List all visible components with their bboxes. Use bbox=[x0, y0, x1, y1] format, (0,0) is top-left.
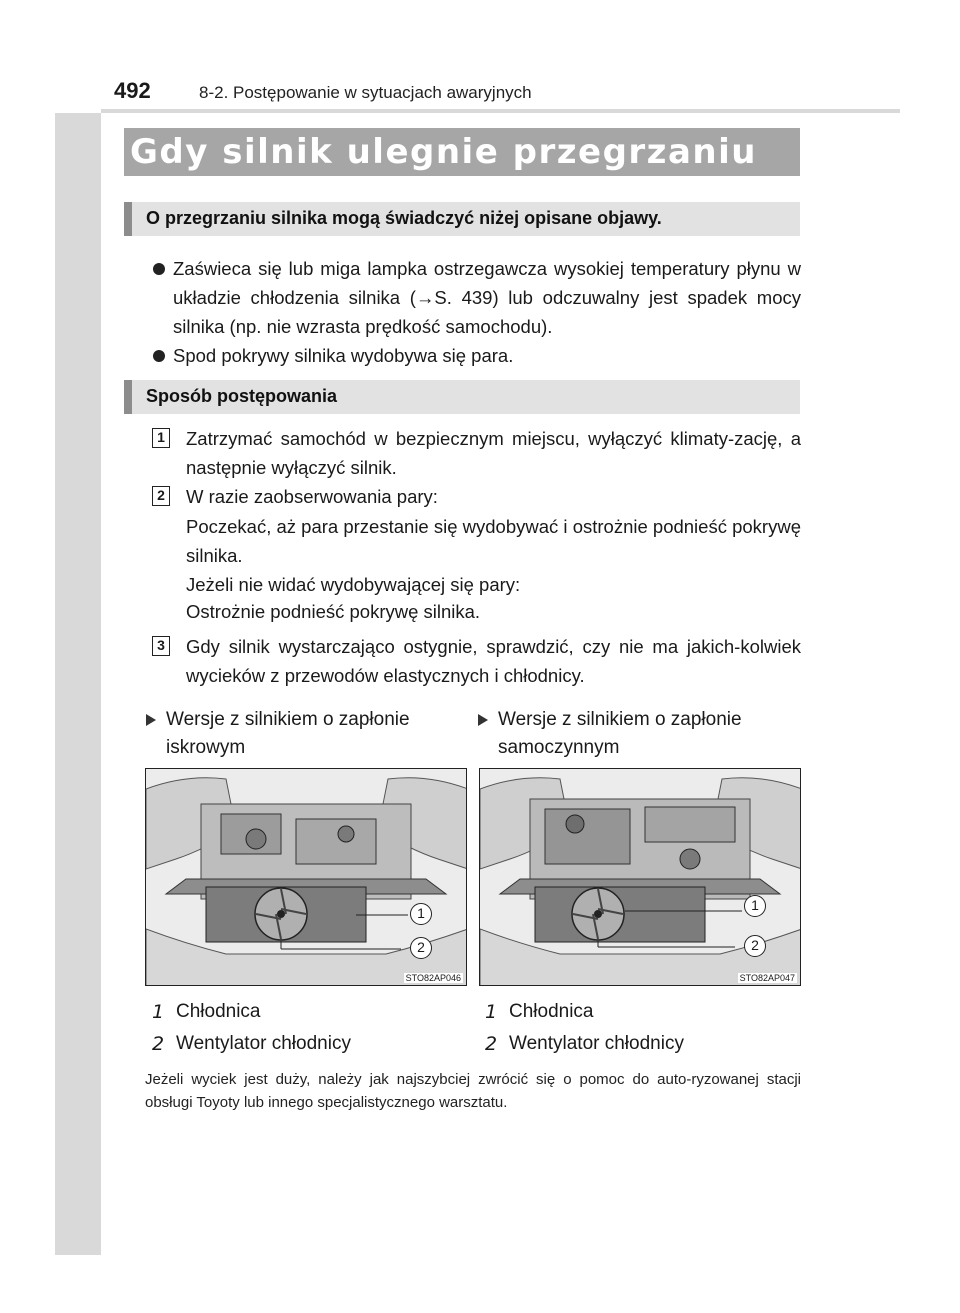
variant-label-petrol: Wersje z silnikiem o zapłonie iskrowym bbox=[146, 706, 446, 762]
legend-number: 2 bbox=[485, 1033, 498, 1055]
page-number: 492 bbox=[114, 78, 151, 103]
callout-2: 2 bbox=[744, 935, 766, 957]
bullet-dot-icon bbox=[153, 263, 165, 275]
side-band bbox=[55, 55, 101, 1255]
image-code: STO82AP047 bbox=[739, 973, 795, 983]
step-number-3: 3 bbox=[152, 636, 170, 656]
step-text-3: Gdy silnik wystarczająco ostygnie, sprawdzić, czy nie ma jakich-kolwiek wycieków z przewodów elastycznych i chłodnicy. bbox=[186, 636, 801, 686]
step-2-condition: Jeżeli nie widać wydobywającej się pary: bbox=[186, 574, 521, 595]
bullet-dot-icon bbox=[153, 350, 165, 362]
legend-number: 2 bbox=[152, 1033, 165, 1055]
variant-label-diesel: Wersje z silnikiem o zapłonie samoczynnym bbox=[478, 706, 788, 762]
legend-label: Chłodnica bbox=[176, 1001, 261, 1022]
section-heading-procedure bbox=[124, 380, 800, 414]
triangle-bullet-icon bbox=[146, 714, 156, 726]
step-2-instruction: Poczekać, aż para przestanie się wydobywać i ostrożnie podnieść pokrywę silnika. bbox=[186, 516, 801, 566]
legend-item bbox=[152, 1032, 351, 1056]
legend-number: 1 bbox=[485, 1001, 498, 1023]
image-code: STO82AP046 bbox=[405, 973, 461, 983]
chapter-title: 8-2. Postępowanie w sytuacjach awaryjnych bbox=[199, 83, 532, 102]
bullet-text: Spod pokrywy silnika wydobywa się para. bbox=[173, 345, 514, 366]
leak-note: Jeżeli wyciek jest duży, należy jak najszybciej zwrócić się o pomoc do auto-ryzowanej stacji obsługi Toyoty lub innego specjalistycznego warsztatu. bbox=[145, 1071, 801, 1111]
legend-item bbox=[485, 1000, 594, 1024]
legend-label: Wentylator chłodnicy bbox=[176, 1033, 351, 1054]
section-heading-symptoms bbox=[124, 202, 800, 236]
legend-number: 1 bbox=[152, 1001, 165, 1023]
bullet-text: Zaświeca się lub miga lampka ostrzegawcza wysokiej temperatury płynu w układzie chłodzenia silnika (→S. 439) lub odczuwalny jest spadek mocy silnika (np. nie wzrasta prędkość samochodu). bbox=[173, 258, 801, 337]
step-number-2: 2 bbox=[152, 486, 170, 506]
callout-1: 1 bbox=[744, 895, 766, 917]
bullet-item bbox=[153, 341, 801, 370]
page-title-bar bbox=[124, 128, 800, 176]
section-heading-text: Sposób postępowania bbox=[146, 386, 338, 406]
page-title: Gdy silnik ulegnie przegrzaniu bbox=[130, 132, 757, 172]
engine-photo-petrol bbox=[145, 768, 467, 986]
step-2-instruction-alt: Ostrożnie podnieść pokrywę silnika. bbox=[186, 601, 481, 622]
bullet-item bbox=[153, 254, 801, 341]
callout-2: 2 bbox=[410, 937, 432, 959]
legend-label: Wentylator chłodnicy bbox=[509, 1033, 684, 1054]
callout-1: 1 bbox=[410, 903, 432, 925]
step-number-1: 1 bbox=[152, 428, 170, 448]
step-text-2: W razie zaobserwowania pary: bbox=[186, 486, 438, 507]
section-heading-text: O przegrzaniu silnika mogą świadczyć niżej opisane objawy. bbox=[146, 208, 662, 228]
legend-label: Chłodnica bbox=[509, 1001, 594, 1022]
step-text-1: Zatrzymać samochód w bezpiecznym miejscu, wyłączyć klimaty-zację, a następnie wyłączyć silnik. bbox=[186, 428, 801, 478]
header-rule bbox=[101, 109, 900, 113]
engine-photo-diesel bbox=[479, 768, 801, 986]
legend-item bbox=[485, 1032, 684, 1056]
triangle-bullet-icon bbox=[478, 714, 488, 726]
legend-item bbox=[152, 1000, 261, 1024]
